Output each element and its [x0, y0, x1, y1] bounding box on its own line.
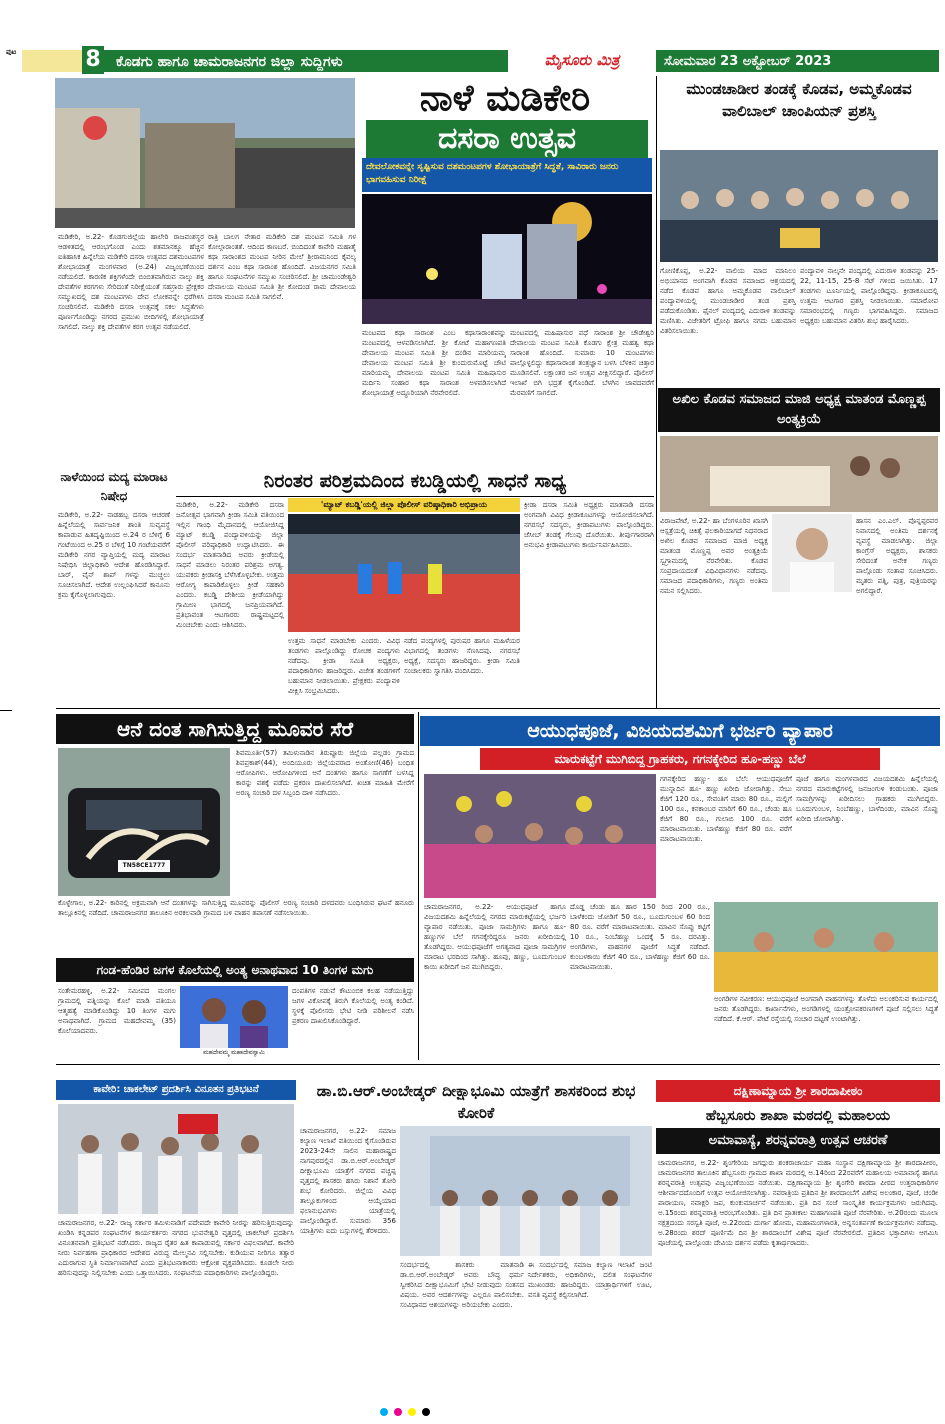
sharada-headline-1: ದಕ್ಷಿಣಾಮ್ನಾಯ ಶ್ರೀ ಶಾರದಾಪೀಠಂ: [733, 1084, 863, 1098]
kabaddi-body-col-1: ಮಡಿಕೇರಿ, ಅ.22- ಮಡಿಕೇರಿ ದಸರಾ ಜನೋತ್ಸವ ಭಾಗವಾಗಿ ಕ್ರೀಡಾ ಸಮಿತಿ ವತಿಯಿಂದ ಇಲ್ಲಿನ ಗಾಂಧಿ ಮೈದಾನದಲ್ಲಿ ಆಯೋಜಿಸಿದ್ದ ಮ್ಯಾಟ್ ಕಬಡ್ಡಿ ಪಂದ್ಯಾವಳಿಯನ್ನು ಜಿಲ್ಲಾ ಪೊಲೀಸ್ ವರಿಷ್ಠಾಧಿಕಾರಿ ಉದ್ಘಾಟಿಸಿದರು. ಈ ಸಂದರ್ಭ ಮಾತನಾಡಿದ ಅವರು ಕ್ರೀಡೆಯಲ್ಲಿ ಸಾಧನೆ ಮಾಡಲು ನಿರಂತರ ಪರಿಶ್ರಮ ಅಗತ್ಯ. ಯುವಕರು ಕ್ರೀಡಾಸಕ್ತಿ ಬೆಳೆಸಿಕೊಳ್ಳಬೇಕು. ಉತ್ತಮ ಆರೋಗ್ಯ ಕಾಪಾಡಿಕೊಳ್ಳಲು ಕ್ರೀಡೆ ಸಹಕಾರಿ ಎಂದರು. ಕಬಡ್ಡಿ ದೇಶೀಯ ಕ್ರೀಡೆಯಾಗಿದ್ದು ಗ್ರಾಮೀಣ ಭಾಗದಲ್ಲಿ ಜನಪ್ರಿಯವಾಗಿದೆ. ಪ್ರತಿಭಾವಂತ ಆಟಗಾರರು ರಾಷ್ಟ್ರಮಟ್ಟದಲ್ಲಿ ಮಿಂಚಬೇಕು ಎಂದು ಆಶಿಸಿದರು.: [176, 501, 284, 629]
ambedkar-body-col-1: ಚಾಮರಾಜನಗರ, ಅ.22- ಸಮಾಜ ಕಲ್ಯಾಣ ಇಲಾಖೆ ವತಿಯಿಂದ ಕೈಗೊಂಡಿರುವ 2023-24ನೇ ಸಾಲಿನ ಮಹಾರಾಷ್ಟ್ರದ ನಾಗಪುರದಲ್ಲಿನ ಡಾ.ಬಿ.ಆರ್.ಅಂಬೇಡ್ಕರ್ ದೀಕ್ಷಾಭೂಮಿ ಯಾತ್ರೆಗೆ ನಗರದ ಪಚ್ಚಪ್ಪ ವೃತ್ತದಲ್ಲಿ ಶಾಸಕರು ಹಸಿರು ನಿಶಾನೆ ತೋರಿ ಶುಭ ಕೋರಿದರು. ಜಿಲ್ಲೆಯ ವಿವಿಧ ತಾಲ್ಲೂಕುಗಳಿಂದ ಆಯ್ಕೆಯಾದ ಫಲಾನುಭವಿಗಳು ಯಾತ್ರೆಯಲ್ಲಿ ಪಾಲ್ಗೊಂಡಿದ್ದಾರೆ. ಸುಮಾರು 356 ಯಾತ್ರಿಗಳು ಐದು ಬಸ್ಸುಗಳಲ್ಲಿ ತೆರಳಿದರು.: [300, 1127, 396, 1235]
kabaddi-body-col-4: ಕ್ರೀಡಾ ದಸರಾ ಸಮಿತಿ ಅಧ್ಯಕ್ಷರು ಮಾತನಾಡಿ ದಸರಾ ಅಂಗವಾಗಿ ವಿವಿಧ ಕ್ರೀಡಾಕೂಟಗಳನ್ನು ಆಯೋಜಿಸಲಾಗಿದೆ. ನಗರಸಭೆ ಸದಸ್ಯರು, ಕ್ರೀಡಾಪಟುಗಳು ಪಾಲ್ಗೊಂಡಿದ್ದರು. ಜೆಸೀಬ್ ತಂಡಕ್ಕೆ ಗೆಲುವು ದೊರೆಯಿತು. ತೀರ್ಪುಗಾರರಾಗಿ ಅನುಭವಿ ಕ್ರೀಡಾಪಟುಗಳು ಕಾರ್ಯನಿರ್ವಹಿಸಿದರು.: [524, 501, 654, 549]
masthead: [0, 0, 945, 76]
sharada-body: ಚಾಮರಾಜನಗರ, ಅ.22- ಶೃಂಗೇರಿಯ ಜಗದ್ಗುರು ಶಂಕರಾಚಾರ್ಯ ಮಹಾ ಸಂಸ್ಥಾನ ದಕ್ಷಿಣಾಮ್ನಾಯ ಶ್ರೀ ಶಾರದಾಪೀಠಂ, ಚಾಮರಾಜನಗರ ತಾಲೂಕಿನ ಹೆಬ್ಬಸೂರು ಗ್ರಾಮದ ಶಾಖಾ ಮಠದಲ್ಲಿ ಅ.14ರಿಂದ 22ರವರೆಗೆ ಮಹಾಲಯ ಅಮಾವಾಸ್ಯೆ ಹಾಗೂ ಶರನ್ನವರಾತ್ರಿ ಉತ್ಸವವು ವಿಜೃಂಭಣೆಯಿಂದ ನಡೆಯಿತು. ದಕ್ಷಿಣಾಮ್ನಾಯ ಶ್ರೀ ಶೃಂಗೇರಿ ಶಾರದಾ ಪೀಠದ ಉತ್ತರಾಧಿಕಾರಿಗಳ ಆಶೀರ್ವಾದದೊಂದಿಗೆ ಉತ್ಸವ ಆಯೋಜಿಸಲಾಗಿತ್ತು. ನವರಾತ್ರಿಯ ಪ್ರತಿದಿನ ಶ್ರೀ ಶಾರದಾಂಬೆಗೆ ವಿಶೇಷ ಅಲಂಕಾರ, ಪೂಜೆ, ಚಂಡೀ ಪಾರಾಯಣ, ನವಾಕ್ಷರಿ ಜಪ, ಕುಂಕುಮಾರ್ಚನೆ ನಡೆಯಿತು. ಪ್ರತಿ ದಿನ ಸಂಜೆ ಸಾಂಸ್ಕೃತಿಕ ಕಾರ್ಯಕ್ರಮಗಳು ಜರುಗಿದವು. ಅ.15ರಂದು ಶರನ್ನವರಾತ್ರಿ ಆರಂಭಗೊಂಡಿತು. ಪ್ರತಿ ದಿನ ಪ್ರಾತಃಕಾಲ ಮಹಾಗಣಪತಿ ಪೂಜೆ ನೆರವೇರಿತು. ಅ.20ರಂದು ಮೂಲಾ ನಕ್ಷತ್ರದಂದು ಸರಸ್ವತಿ ಪೂಜೆ, ಅ.22ರಂದು ದುರ್ಗಾ ಹೋಮ, ಮಹಾಮಂಗಳಾರತಿ, ಅನ್ನಸಂತರ್ಪಣೆ ಕಾರ್ಯಕ್ರಮಗಳು ನಡೆದವು. ಅ.28ರಂದು ಶರದ್ ಪೂರ್ಣಿಮೆ ದಿನ ಶ್ರೀ ಶಾರದಾಂಬೆಗೆ ವಿಶೇಷ ಪೂಜೆ ನೆರವೇರಲಿದೆ. ಪ್ರತಿದಿನ ಭಕ್ತಾದಿಗಳು ಆಗಮಿಸಿ ಪೂಜೆಯಲ್ಲಿ ಪಾಲ್ಗೊಂಡು ದೇವಿಯ ದರ್ಶನ ಪಡೆದು ಕೃತಾರ್ಥರಾದರು.: [658, 1159, 938, 1247]
page-label: ಪುಟ: [6, 48, 17, 56]
cauvery-body: ಚಾಮರಾಜನಗರ, ಅ.22- ರಾಜ್ಯ ಸರ್ಕಾರ ತಮಿಳುನಾಡಿಗೆ ಪದೇಪದೇ ಕಾವೇರಿ ನೀರನ್ನು ಹರಿಸುತ್ತಿರುವುದನ್ನು ಖಂಡಿಸಿ ಕನ್ನಡಪರ ಸಂಘಟನೆಗಳ ಕಾರ್ಯಕರ್ತರು ನಗರದ ಭುವನೇಶ್ವರಿ ವೃತ್ತದಲ್ಲಿ ಚಾಕಲೇಟ್ ಪ್ರದರ್ಶಿಸಿ ವಿನೂತನವಾಗಿ ಪ್ರತಿಭಟನೆ ನಡೆಸಿದರು. ರಾಜ್ಯದ ರೈತರ ಹಿತ ಕಾಪಾಡುವಲ್ಲಿ ಸರ್ಕಾರ ವಿಫಲವಾಗಿದೆ. ಕಾವೇರಿ ನೀರು ನಿರ್ವಹಣಾ ಪ್ರಾಧಿಕಾರದ ಆದೇಶದ ವಿರುದ್ಧ ಮೇಲ್ಮನವಿ ಸಲ್ಲಿಸಬೇಕು. ಕುಡಿಯುವ ನೀರಿಗೂ ತತ್ವಾರ ಎದುರಾಗುವ ಸ್ಥಿತಿ ನಿರ್ಮಾಣವಾಗಿದೆ ಎಂದು ಪ್ರತಿಭಟನಾಕಾರರು ಆಕ್ರೋಶ ವ್ಯಕ್ತಪಡಿಸಿದರು. ಕೂಡಲೇ ನೀರು ಹರಿಸುವುದನ್ನು ನಿಲ್ಲಿಸಬೇಕು ಎಂದು ಒತ್ತಾಯಿಸಿದರು. ಸಂಘಟನೆಯ ಪದಾಧಿಕಾರಿಗಳು ಪಾಲ್ಗೊಂಡಿದ್ದರು.: [58, 1219, 294, 1277]
market-body-col-4: ದೊಡ್ಡ ಚೆಂಡು ಹೂ ಹಾರ 150 ರಿಂದ 200 ರೂ., ಬಾಳೆಕಂದು ಜೋಡಿಗೆ 50 ರೂ., ಬೂದುಗುಂಬಳ 60 ರಿಂದ 80 ರೂ. ವರೆಗೆ ಮಾರಾಟವಾಯಿತು. ಮಾವಿನ ಸೊಪ್ಪು ಕಟ್ಟಿಗೆ 10 ರೂ., ನಿಂಬೆಹಣ್ಣು ಒಂದಕ್ಕೆ 5 ರೂ. ದರವಿತ್ತು. ಅಂಗಡಿಗಳು, ವಾಹನಗಳ ಪೂಜೆಗೆ ಸಿದ್ಧತೆ ನಡೆದಿದೆ. ಕುಂಬಳಕಾಯಿ ಕೆಜಿಗೆ 40 ರೂ., ಬಾಳೆಹಣ್ಣು ಕೆಜಿಗೆ 60 ರೂ. ಮಾರಾಟವಾಯಿತು.: [570, 903, 710, 971]
kabaddi-body-col-2: ಉತ್ತಮ ಸಾಧನೆ ಮಾಡಬೇಕು ಎಂದರು. ವಿವಿಧ ತಂಡಗಳು ಪಾಲ್ಗೊಂಡಿದ್ದು ರೋಚಕ ಪಂದ್ಯಗಳು ನಡೆದವು. ಕ್ರೀಡಾ ಸಮಿತಿ ಅಧ್ಯಕ್ಷರು, ಪದಾಧಿಕಾರಿಗಳು ಹಾಜರಿದ್ದರು. ವಿಜೇತ ತಂಡಗಳಿಗೆ ಬಹುಮಾನ ನೀಡಲಾಯಿತು. ಪ್ರೇಕ್ಷಕರು ಪಂದ್ಯಾವಳಿ ವೀಕ್ಷಿಸಿ ಸಂಭ್ರಮಿಸಿದರು.: [288, 637, 400, 695]
volleyball-body-col-2: ಪಂದ್ಯಾವಳಿ ನಾಲ್ಕನೇ ಪಂದ್ಯದಲ್ಲಿ ಎದುರಾಳಿ ತಂಡವನ್ನು 25-22, 11-15, 25-8 ಸೆಟ್ ಗಳಿಂದ ಜಯಿಸಿತು. 17 ತಂಡಗಳು ಟೂರ್ನಿಯಲ್ಲಿ ಪಾಲ್ಗೊಂಡಿದ್ದವು. ಕ್ರೀಡಾಕೂಟದಲ್ಲಿ ಉತ್ತಮ ಆಟಗಾರ ಪ್ರಶಸ್ತಿ ನೀಡಲಾಯಿತು. ಸಮಾರೋಪ ಸಮಾರಂಭದಲ್ಲಿ ಗಣ್ಯರು ಭಾಗವಹಿಸಿದ್ದರು. ಸಮಾಜದ ಅಧ್ಯಕ್ಷರು ಬಹುಮಾನ ವಿತರಿಸಿ ಶುಭ ಹಾರೈಸಿದರು.: [800, 267, 938, 325]
ambedkar-headline: ಡಾ.ಬಿ.ಆರ್.ಅಂಬೇಡ್ಕರ್ ದೀಕ್ಷಾಭೂಮಿ ಯಾತ್ರೆಗೆ ಶಾಸಕರಿಂದ ಶುಭ ಕೋರಿಕೆ: [316, 1082, 636, 1122]
paper-logo: ಮೈಸೂರು ಮಿತ್ರ: [544, 51, 620, 69]
market-body-col-1: ಗಗನಕ್ಕೇರಿದ ಹಣ್ಣು- ಹೂ ಬೆಲೆ: ಆಯುಧಪೂಜೆಗೆ ಮುನ್ನಾದಿನ ಹೂ- ಹಣ್ಣು ಖರೀದಿ ಜೋರಾಗಿತ್ತು. ಸೇಬು ಕೆಜಿಗೆ 120 ರೂ., ಸೇವಂತಿಗೆ ಮಾರು 80 ರೂ., ಮಲ್ಲಿಗೆ 100 ರೂ., ಕನಕಾಂಬರ ಮಾರಿಗೆ 60 ರೂ., ಚೆಂಡು ಹೂ ಕೆಜಿಗೆ 80 ರೂ., ಗುಲಾಬಿ 100 ರೂ. ವರೆಗೆ ಮಾರಾಟವಾಯಿತು. ಬಾಳೆಹಣ್ಣು ಕೆಜಿಗೆ 80 ರೂ. ವರೆಗೆ ಮಾರಾಟವಾಯಿತು.: [660, 775, 792, 843]
registration-mark-black: [422, 1408, 430, 1416]
market-crowd-photo: [424, 774, 656, 898]
market-subhead: ಮಾರುಕಟ್ಟೆಗೆ ಮುಗಿಬಿದ್ದ ಗ್ರಾಹಕರು, ಗಗನಕ್ಕೇರಿದ ಹೂ-ಹಣ್ಣು ಬೆಲೆ: [554, 752, 806, 766]
murder-body-col-1: ಸಂತೇಮರಹಳ್ಳಿ, ಅ.22- ಸಮೀಪದ ಮಂಗಲ ಗ್ರಾಮದಲ್ಲಿ ಪತ್ನಿಯನ್ನು ಕೊಲೆ ಮಾಡಿ ಪತಿಯೂ ಆತ್ಮಹತ್ಯೆ ಮಾಡಿಕೊಂಡಿದ್ದು 10 ತಿಂಗಳ ಮಗು ಅನಾಥವಾಗಿದೆ. ಗ್ರಾಮದ ಮಹದೇವಮ್ಮ (35) ಕೊಲೆಯಾದವರು.: [58, 987, 176, 1035]
ivory-body-col-2: ಕೊಳ್ಳೇಗಾಲ, ಅ.22- ಕಾರಿನಲ್ಲಿ ಅಕ್ರಮವಾಗಿ ಆನೆ ದಂತಗಳನ್ನು ಸಾಗಿಸುತ್ತಿದ್ದ ಮೂವರನ್ನು ಪೊಲೀಸ್ ಅರಣ್ಯ ಸಂಚಾರಿ ದಳದವರು ಬಂಧಿಸಿರುವ ಘಟನೆ ಹನೂರು ತಾಲ್ಲೂಕಿನಲ್ಲಿ ನಡೆದಿದೆ. ಚಾಮರಾಜನಗರ ತಾಲೂಕಿನ ಅರಕಲವಾಡಿ ಗ್ರಾಮದ ಬಳಿ ವಾಹನ ತಪಾಸಣೆ ನಡೆಸಲಾಯಿತು.: [58, 899, 414, 917]
market-body-col-3: ಚಾಮರಾಜನಗರ, ಅ.22- ಆಯುಧಪೂಜೆ ಹಾಗೂ ವಿಜಯದಶಮಿ ಹಿನ್ನೆಲೆಯಲ್ಲಿ ನಗರದ ಮಾರುಕಟ್ಟೆಯಲ್ಲಿ ಭರ್ಜರಿ ವ್ಯಾಪಾರ ನಡೆಯಿತು. ಪೂಜಾ ಸಾಮಗ್ರಿಗಳು ಹಾಗೂ ಹೂ-ಹಣ್ಣುಗಳ ಬೆಲೆ ಗಗನಕ್ಕೇರಿದ್ದರೂ ಜನರು ಖರೀದಿಯಲ್ಲಿ ತೊಡಗಿದ್ದರು. ಆಯುಧಪೂಜೆಗೆ ಅಗತ್ಯವಾದ ಪೂಜಾ ಸಾಮಗ್ರಿಗಳ ಮಾರಾಟ ಭರದಿಂದ ಸಾಗಿತ್ತು. ಹೂವು, ಹಣ್ಣು, ಬೂದುಗುಂಬಳ ಕಾಯಿ ಖರೀದಿಗೆ ಜನ ಮುಗಿಬಿದ್ದರು.: [424, 903, 566, 971]
registration-mark-cyan: [380, 1408, 388, 1416]
dasara-headline-2: ದಸರಾ ಉತ್ಸವ: [437, 121, 577, 156]
volleyball-body-col-1: ಗೋಣಿಕೊಪ್ಪ, ಅ.22- ವಾಲಿಯ ಮಾದ ಮಾನಿಲಂ ಅಭಿಯಾನದ ಅಂಗವಾಗಿ ಕೊಡವ ಸಮಾಜದ ಆಶ್ರಯದಲ್ಲಿ ನಡೆದ ಕೊಡವ ಹಾಗೂ ಅಮ್ಮಕೊಡವ ವಾಲಿಬಾಲ್ ಪಂದ್ಯಾವಳಿಯಲ್ಲಿ ಮುಂಡಚಾಡೀರ ತಂಡ ಪ್ರಶಸ್ತಿ ಪಡೆದುಕೊಂಡಿತು. ಫೈನಲ್ ಪಂದ್ಯದಲ್ಲಿ ಎದುರಾಳಿ ತಂಡವನ್ನು ಮಣಿಸಿತು. ವಿಜೇತರಿಗೆ ಟ್ರೋಫಿ ಹಾಗೂ ನಗದು ಬಹುಮಾನ ವಿತರಿಸಲಾಯಿತು.: [660, 267, 796, 335]
sharada-headline-3: ಅಮಾವಾಸ್ಯೆ, ಶರನ್ನವರಾತ್ರಿ ಉತ್ಸವ ಆಚರಣೆ: [708, 1133, 888, 1148]
registration-mark-magenta: [394, 1408, 402, 1416]
obituary-body-col-1: ವಿರಾಜಪೇಟೆ, ಅ.22- ಹಾ ಬೆಂಗಳೂರಿನ ಖಾಸಗಿ ಆಸ್ಪತ್ರೆಯಲ್ಲಿ ಚಿಕಿತ್ಸೆ ಫಲಕಾರಿಯಾಗದೆ ನಿಧನರಾದ ಅಖಿಲ ಕೊಡವ ಸಮಾಜದ ಮಾಜಿ ಅಧ್ಯಕ್ಷ ಮಾತಂಡ ಮೊಣ್ಣಪ್ಪ ಅವರ ಅಂತ್ಯಕ್ರಿಯೆ ಸ್ವಗ್ರಾಮದಲ್ಲಿ ನೆರವೇರಿತು. ಕೊಡವ ಸಂಪ್ರದಾಯದಂತೆ ವಿಧಿವಿಧಾನಗಳು ನಡೆದವು. ಸಮಾಜದ ಪದಾಧಿಕಾರಿಗಳು, ಗಣ್ಯರು ಅಂತಿಮ ನಮನ ಸಲ್ಲಿಸಿದರು.: [660, 517, 768, 595]
ambedkar-body-col-2: ಸಂದರ್ಭದಲ್ಲಿ ಶಾಸಕರು ಮಾತನಾಡಿ ಡಾ.ಬಿ.ಆರ್.ಅಂಬೇಡ್ಕರ್ ಅವರು ಬೌದ್ಧ ಧರ್ಮ ಸ್ವೀಕರಿಸಿದ ದೀಕ್ಷಾಭೂಮಿಗೆ ಭೇಟಿ ನೀಡುವುದು ಸಂತಸದ ವಿಷಯ. ಅವರ ಆದರ್ಶಗಳನ್ನು ಎಲ್ಲರೂ ಪಾಲಿಸಬೇಕು. ಸಂವಿಧಾನದ ಆಶಯಗಳನ್ನು ಅರಿಯಬೇಕು ಎಂದರು.: [400, 1261, 524, 1309]
ivory-headline: ಆನೆ ದಂತ ಸಾಗಿಸುತ್ತಿದ್ದ ಮೂವರ ಸೆರೆ: [117, 717, 353, 741]
obituary-headline: ಅಖಿಲ ಕೊಡವ ಸಮಾಜದ ಮಾಜಿ ಅಧ್ಯಕ್ಷ ಮಾತಂಡ ಮೊಣ್ಣಪ್ಪ ಅಂತ್ಯಕ್ರಿಯೆ: [672, 392, 926, 427]
volleyball-headline: ಮುಂಡಚಾಡೀರ ತಂಡಕ್ಕೆ ಕೊಡವ, ಅಮ್ಮಕೊಡವ ವಾಲಿಬಾಲ್ ಚಾಂಪಿಯನ್ ಪ್ರಶಸ್ತಿ: [686, 80, 912, 120]
market-body-col-2: ಪೂಜೆ ಹಾಗೂ ಮಂಗಳವಾರದ ವಿಜಯದಶಮಿ ಹಿನ್ನೆಲೆಯಲ್ಲಿ ನಗರದ ಮಾರುಕಟ್ಟೆಗಳಲ್ಲಿ ಜನಜಂಗುಳಿ ಕಂಡುಬಂತು. ಪೂಜಾ ಸಾಮಗ್ರಿಗಳನ್ನು ಖರೀದಿಸಲು ಗ್ರಾಹಕರು ಮುಗಿಬಿದ್ದರು. ಬೂದುಗುಂಬಳ, ನಿಂಬೆಹಣ್ಣು, ಬಾಳೆದಿಂಡು, ಮಾವಿನ ಸೊಪ್ಪು ಖರೀದಿ ಜೋರಾಗಿತ್ತು.: [796, 775, 938, 823]
obituary-portrait-photo: [772, 514, 852, 592]
obituary-funeral-photo: [660, 436, 938, 512]
section-title: ಕೊಡಗು ಹಾಗೂ ಚಾಮರಾಜನಗರ ಜಿಲ್ಲಾ ಸುದ್ದಿಗಳು: [116, 54, 343, 70]
ambedkar-flagoff-photo: [400, 1126, 652, 1256]
registration-mark-yellow: [408, 1408, 416, 1416]
kabaddi-match-photo: [288, 514, 520, 632]
dasara-mantapa-photo: [55, 78, 355, 228]
murder-couple-photo: [180, 986, 288, 1048]
murder-headline: ಗಂಡ-ಹೆಂಡಿರ ಜಗಳ ಕೊಲೆಯಲ್ಲಿ ಅಂತ್ಯ ಅನಾಥವಾದ 10 ತಿಂಗಳ ಮಗು: [96, 963, 374, 977]
cauvery-protest-photo: [58, 1104, 294, 1214]
murder-body-col-2: ದಂಪತಿಗಳ ನಡುವೆ ಕೌಟುಂಬಿಕ ಕಲಹ ನಡೆಯುತ್ತಿದ್ದು ಜಗಳ ವಿಕೋಪಕ್ಕೆ ತಿರುಗಿ ಕೊಲೆಯಲ್ಲಿ ಅಂತ್ಯ ಕಂಡಿದೆ. ಸ್ಥಳಕ್ಕೆ ಪೊಲೀಸರು ಭೇಟಿ ನೀಡಿ ಪರಿಶೀಲನೆ ನಡೆಸಿ ಪ್ರಕರಣ ದಾಖಲಿಸಿಕೊಂಡಿದ್ದಾರೆ.: [292, 987, 414, 1025]
dasara-headline-1: ನಾಳೆ ಮಡಿಕೇರಿ: [419, 80, 591, 119]
dasara-body-col-1: ಮಡಿಕೇರಿ, ಅ.22- ಕೊಡಗುಜಿಲ್ಲೆಯ ಹಾಲೇರಿ ರಾಜವಂಶಸ್ಥರ ಆಡಳಿತದಲ್ಲಿ ಆರಂಭಗೊಂಡ ಎಂದು ಶತಮಾನಕ್ಕೂ ಹೆಚ್ಚಿನ ಐತಿಹಾಸಿಕ ಹಿನ್ನೆಲೆಯ ಮಡಿಕೇರಿ ದಸರಾ ಉತ್ಸವದ ದಶಮಂಟಪಗಳ ಶೋಭಾಯಾತ್ರೆ ಮಂಗಳವಾರ (ಅ.24) ವಿಜೃಂಭಣೆಯಿಂದ ನಡೆಯಲಿದೆ. ಕಾರಣಿಕ ಶಕ್ತಿಗಳೆಂದೇ ಬಿಂಬಿತವಾಗಿರುವ ನಾಲ್ಕು ಶಕ್ತಿ ದೇವತೆಗಳ ಕರಗಗಳು ಸೇರಿದಂತೆ ನಿರೀಕ್ಷೆಯಂತೆ ಸಹಸ್ರಾರು ಪ್ರೇಕ್ಷಕರ ಸಮ್ಮುಖದಲ್ಲಿ ದಶ ಮಂಟಪಗಳು ದೇವ ಲೋಕವನ್ನೇ ಧರೆಗಿಳಿಸಿ ಸಂಚರಿಸಲಿವೆ. ಮಡಿಕೇರಿ ದಸರಾ ಉತ್ಸವಕ್ಕೆ ಸಕಲ ಸಿದ್ಧತೆಗಳು ಪೂರ್ಣಗೊಂಡಿದ್ದು ನಗರದ ಪ್ರಮುಖ ಬೀದಿಗಳಲ್ಲಿ ಶೋಭಾಯಾತ್ರೆ ಸಾಗಲಿದೆ. ನಾಲ್ಕು ಶಕ್ತಿ ದೇವತೆಗಳ ಕರಗ ಉತ್ಸವ ನಡೆಯಲಿದೆ.: [58, 233, 204, 331]
liquor-headline: ನಾಳೆಯಿಂದ ಮದ್ಯ ಮಾರಾಟ ನಿಷೇಧ: [60, 470, 168, 503]
ivory-car-photo: [58, 748, 230, 896]
date-line: ಸೋಮವಾರ 23 ಅಕ್ಟೋಬರ್ 2023: [664, 54, 832, 69]
kabaddi-headline: ನಿರಂತರ ಪರಿಶ್ರಮದಿಂದ ಕಬಡ್ಡಿಯಲ್ಲಿ ಸಾಧನೆ ಸಾಧ್ಯ: [263, 470, 567, 492]
market-headline: ಆಯುಧಪೂಜೆ, ವಿಜಯದಶಮಿಗೆ ಭರ್ಜರಿ ವ್ಯಾಪಾರ: [527, 720, 833, 742]
page-number: 8: [82, 46, 104, 74]
ambedkar-body-col-3: ಈ ಸಂದರ್ಭದಲ್ಲಿ ಸಮಾಜ ಕಲ್ಯಾಣ ಇಲಾಖೆ ಜಂಟಿ ನಿರ್ದೇಶಕರು, ಅಧಿಕಾರಿಗಳು, ದಲಿತ ಸಂಘಟನೆಗಳ ಮುಖಂಡರು ಹಾಜರಿದ್ದರು. ಯಾತ್ರಾರ್ಥಿಗಳಿಗೆ ಊಟ, ವಸತಿ ವ್ಯವಸ್ಥೆ ಕಲ್ಪಿಸಲಾಗಿದೆ.: [528, 1261, 652, 1299]
dasara-night-photo: [362, 194, 652, 324]
kabaddi-subhead: 'ಮ್ಯಾಟ್ ಕಬಡ್ಡಿ'ಯಲ್ಲಿ ಜಿಲ್ಲಾ ಪೊಲೀಸ್ ವರಿಷ್ಠಾಧಿಕಾರಿ ಅಭಿಪ್ರಾಯ: [288, 498, 520, 512]
dasara-body-col-2: ರಾತ್ರಿ ಬಾಲಗ ನೇತಾರ ಮಡಿಕೇರಿ ದಶ ಮಂಟಪ ಸಮಿತಿ ಗಳ ಕೋಲ್ಗಾರಾಂತತೆ. ಆದಿಂದ ಕಾಣಬರೆ. ಬಿಂದಿದಂತೆ ಕಾವೇರಿ ಮಹಾತ್ಮೆ ಕಥಾ ಸಾರಾಂಶದ ಮಂಟಪ ನೀರಿನ ಮೇಲೆ ಶ್ರೀರಾಮನಿಂದ ಕೈವಲ್ಯ ದರ್ಶನ ಎಂಬ ಕಥಾ ಸಾರಾಂಶ ಹೊಂದಿದೆ. ವಿಜಯನಗರ ಸಮಿತಿ ಹಾಗೂ ಸಂಘಟನೆಗಳ ಸಮ್ಮುಖ ಸಂಚರಿಸಲಿದೆ. ಶ್ರೀ ಚಾಮುಂಡೇಶ್ವರಿ ದೇವಾಲಯ ಮಂಟಪ ಸಮಿತಿ ಶ್ರೀ ಕೋದಂಡ ರಾಮ ದೇವಾಲಯ ದಸರಾ ಮಂಟಪ ಸಮಿತಿ ಸಾಗಲಿವೆ.: [208, 233, 356, 301]
kabaddi-body-col-3: ನಡೆದ ಪಂದ್ಯಗಳಲ್ಲಿ ಪುರುಷರ ಹಾಗೂ ಮಹಿಳೆಯರ ವಿಭಾಗದಲ್ಲಿ ತಂಡಗಳು ಸೆಣಸಿದವು. ನಗರಸಭೆ ಅಧ್ಯಕ್ಷೆ, ಸದಸ್ಯರು ಹಾಜರಿದ್ದರು. ಕ್ರೀಡಾ ಸಮಿತಿ ಸಂಚಾಲಕರು ಸ್ವಾಗತಿಸಿ ವಂದಿಸಿದರು.: [404, 637, 520, 675]
dasara-body-col-4: ಮಂಟಪದಲ್ಲಿ ಮಹಿಷಾಸುರ ವಧೆ ಸಾರಾಂಶ ಶ್ರೀ ಚೌಡೇಶ್ವರಿ ದೇವಾಲಯ ಮಂಟಪ ಸಮಿತಿ ಕೊಡಗು ಕ್ಷೇತ್ರ ಮಹತ್ವ ಕಥಾ ಸಾರಾಂಶ ಹೊಂದಿದೆ. ಸುಮಾರು 10 ಮಂಟಪಗಳು ಪಾಲ್ಗೊಳ್ಳಲಿದ್ದು ಕಥಾಸಾರಾಂಶ ತಂತ್ರಜ್ಞಾನ ಬಳಸಿ ಬೆಳಕಿನ ಚಿತ್ತಾರ ಮೂಡಿಸಲಿವೆ. ಲಕ್ಷಾಂತರ ಜನ ಉತ್ಸವ ವೀಕ್ಷಿಸಲಿದ್ದಾರೆ. ಪೊಲೀಸ್ ಇಲಾಖೆ ಬಿಗಿ ಭದ್ರತೆ ಕೈಗೊಂಡಿದೆ. ಬೆಳಗಿನ ಜಾವದವರೆಗೆ ಮೆರವಣಿಗೆ ಸಾಗಲಿದೆ.: [510, 329, 654, 397]
sharada-headline-2: ಹೆಬ್ಬಸೂರು ಶಾಖಾ ಮಠದಲ್ಲಿ ಮಹಾಲಯ: [705, 1108, 891, 1124]
volleyball-team-photo: [660, 150, 938, 262]
obituary-body-col-2: ಹಾಸನ ಎಂ.ಎಲ್. ಪೊನ್ನಪ್ಪರವರ ನಿವಾಸದಲ್ಲಿ ಅಂತಿಮ ದರ್ಶನಕ್ಕೆ ವ್ಯವಸ್ಥೆ ಮಾಡಲಾಗಿತ್ತು. ಜಿಲ್ಲಾ ಕಾಂಗ್ರೆಸ್ ಅಧ್ಯಕ್ಷರು, ಶಾಸಕರು ಸೇರಿದಂತೆ ಅನೇಕ ಗಣ್ಯರು ಪಾಲ್ಗೊಂಡು ಸಂತಾಪ ಸೂಚಿಸಿದರು. ಮೃತರು ಪತ್ನಿ, ಪುತ್ರ, ಪುತ್ರಿಯರನ್ನು ಅಗಲಿದ್ದಾರೆ.: [856, 517, 938, 595]
liquor-body: ಮಡಿಕೇರಿ, ಅ.22- ನಾಡಹಬ್ಬ ದಸರಾ ಆಚರಣೆ ಹಿನ್ನೆಲೆಯಲ್ಲಿ ಸಾರ್ವಜನಿಕ ಶಾಂತಿ ಸುವ್ಯವಸ್ಥೆ ಕಾಪಾಡುವ ಹಿತದೃಷ್ಟಿಯಿಂದ ಅ.24 ರ ಬೆಳಿಗ್ಗೆ 6 ಗಂಟೆಯಿಂದ ಅ.25 ರ ಬೆಳಿಗ್ಗೆ 10 ಗಂಟೆಯವರೆಗೆ ಮಡಿಕೇರಿ ನಗರ ವ್ಯಾಪ್ತಿಯಲ್ಲಿ ಮದ್ಯ ಮಾರಾಟ ನಿಷೇಧಿಸಿ ಜಿಲ್ಲಾಧಿಕಾರಿ ಆದೇಶ ಹೊರಡಿಸಿದ್ದಾರೆ. ಬಾರ್, ವೈನ್ ಶಾಪ್ ಗಳನ್ನು ಮುಚ್ಚಲು ಸೂಚಿಸಲಾಗಿದೆ. ಆದೇಶ ಉಲ್ಲಂಘಿಸಿದರೆ ಕಾನೂನು ಕ್ರಮ ಕೈಗೊಳ್ಳಲಾಗುವುದು.: [58, 511, 170, 599]
ivory-body-col-1: ಶಿವಮೂರ್ತಿ(57) ತಮಿಳುನಾಡಿನ ತಿರುಪ್ಪೂರು ಜಿಲ್ಲೆಯ ಪಲ್ಲಡಂ ಗ್ರಾಮದ ಶಿವಪ್ರಕಾಶ್(44), ಅಂದಿಯೂರು ಜಿಲ್ಲೆಯವರಾದ ಅಂತೋಣಿ(46) ಬಂಧಿತ ಆರೋಪಿಗಳು. ಆರೋಪಿಗಳಿಂದ ಆನೆ ದಂತಗಳು ಹಾಗೂ ಸಾಗಣೆಗೆ ಬಳಸಿದ್ದ ಕಾರನ್ನು ವಶಕ್ಕೆ ಪಡೆದು ಪ್ರಕರಣ ದಾಖಲಿಸಲಾಗಿದೆ. ಖಚಿತ ಮಾಹಿತಿ ಮೇರೆಗೆ ಅರಣ್ಯ ಸಂಚಾರಿ ದಳ ಸಿಬ್ಬಂದಿ ದಾಳಿ ನಡೆಸಿದರು.: [236, 749, 414, 797]
license-plate: TN58CE1777: [122, 862, 166, 869]
dasara-subhead: ದೇವಲೋಕವನ್ನೇ ಸೃಷ್ಟಿಸುವ ದಶಮಂಟಪಗಳ ಶೋಭಾಯಾತ್ರೆಗೆ ಸಿದ್ಧತೆ, ಸಾವಿರಾರು ಜನರು ಭಾಗವಹಿಸುವ ನಿರೀಕ್ಷೆ: [362, 158, 652, 192]
market-body-col-5: ಅಂಗಡಿಗಳ ನವೀಕರಣ: ಆಯುಧಪೂಜೆ ಅಂಗವಾಗಿ ವಾಹನಗಳನ್ನು ತೊಳೆದು ಅಲಂಕರಿಸುವ ಕಾರ್ಯದಲ್ಲಿ ಜನರು ತೊಡಗಿದ್ದರು. ಕಾರ್ಖಾನೆಗಳು, ಅಂಗಡಿಗಳಲ್ಲಿ ಯಂತ್ರೋಪಕರಣಗಳಿಗೆ ಪೂಜೆ ಸಲ್ಲಿಸಲು ಸಿದ್ಧತೆ ನಡೆದಿದೆ. ಕೆ.ಆರ್. ಪೇಟೆ ರಸ್ತೆಯಲ್ಲಿ ಸಂಚಾರ ದಟ್ಟಣೆ ಉಂಟಾಗಿತ್ತು.: [714, 995, 938, 1023]
market-flowers-photo: [714, 902, 938, 992]
cauvery-headline: ಕಾವೇರಿ: ಚಾಕಲೇಟ್ ಪ್ರದರ್ಶಿಸಿ ವಿನೂತನ ಪ್ರತಿಭಟನೆ: [93, 1084, 259, 1095]
dasara-body-col-3: ಮಂಟಪದ ಕಥಾ ಸಾರಾಂಶ ಎಂಬ ಕಥಾಸಾರಾಂಶವನ್ನು ಮಂಟಪದಲ್ಲಿ ಆಳವಡಿಸಲಾಗಿದೆ. ಶ್ರೀ ಕೋಟೆ ಮಹಾಗಣಪತಿ ದೇವಾಲಯ ಮಂಟಪ ಸಮಿತಿ ಶ್ರೀ ದಂಡಿನ ಮಾರಿಯಮ್ಮ ದೇವಾಲಯ ಮಂಟಪ ಸಮಿತಿ ಶ್ರೀ ಕುಂದುರುಮೊಟ್ಟೆ ಚೌಟಿ ಮಾರಿಯಮ್ಮ ದೇವಾಲಯ ಮಂಟಪ ಸಮಿತಿ ಮಹಿಷಾಸುರ ಮರ್ದಿನಿ ಸಂಹಾರ ಕಥಾ ಸಾರಾಂಶ ಅಳವಡಿಸಲಾಗಿದೆ ಶೋಭಾಯಾತ್ರೆ ಅದ್ಧೂರಿಯಾಗಿ ನೆರವೇರಲಿದೆ.: [362, 329, 506, 397]
murder-photo-caption: ಮಹದೇವಮ್ಮ ಮಹಾದೇವಸ್ವಾಮಿ: [203, 1049, 265, 1056]
